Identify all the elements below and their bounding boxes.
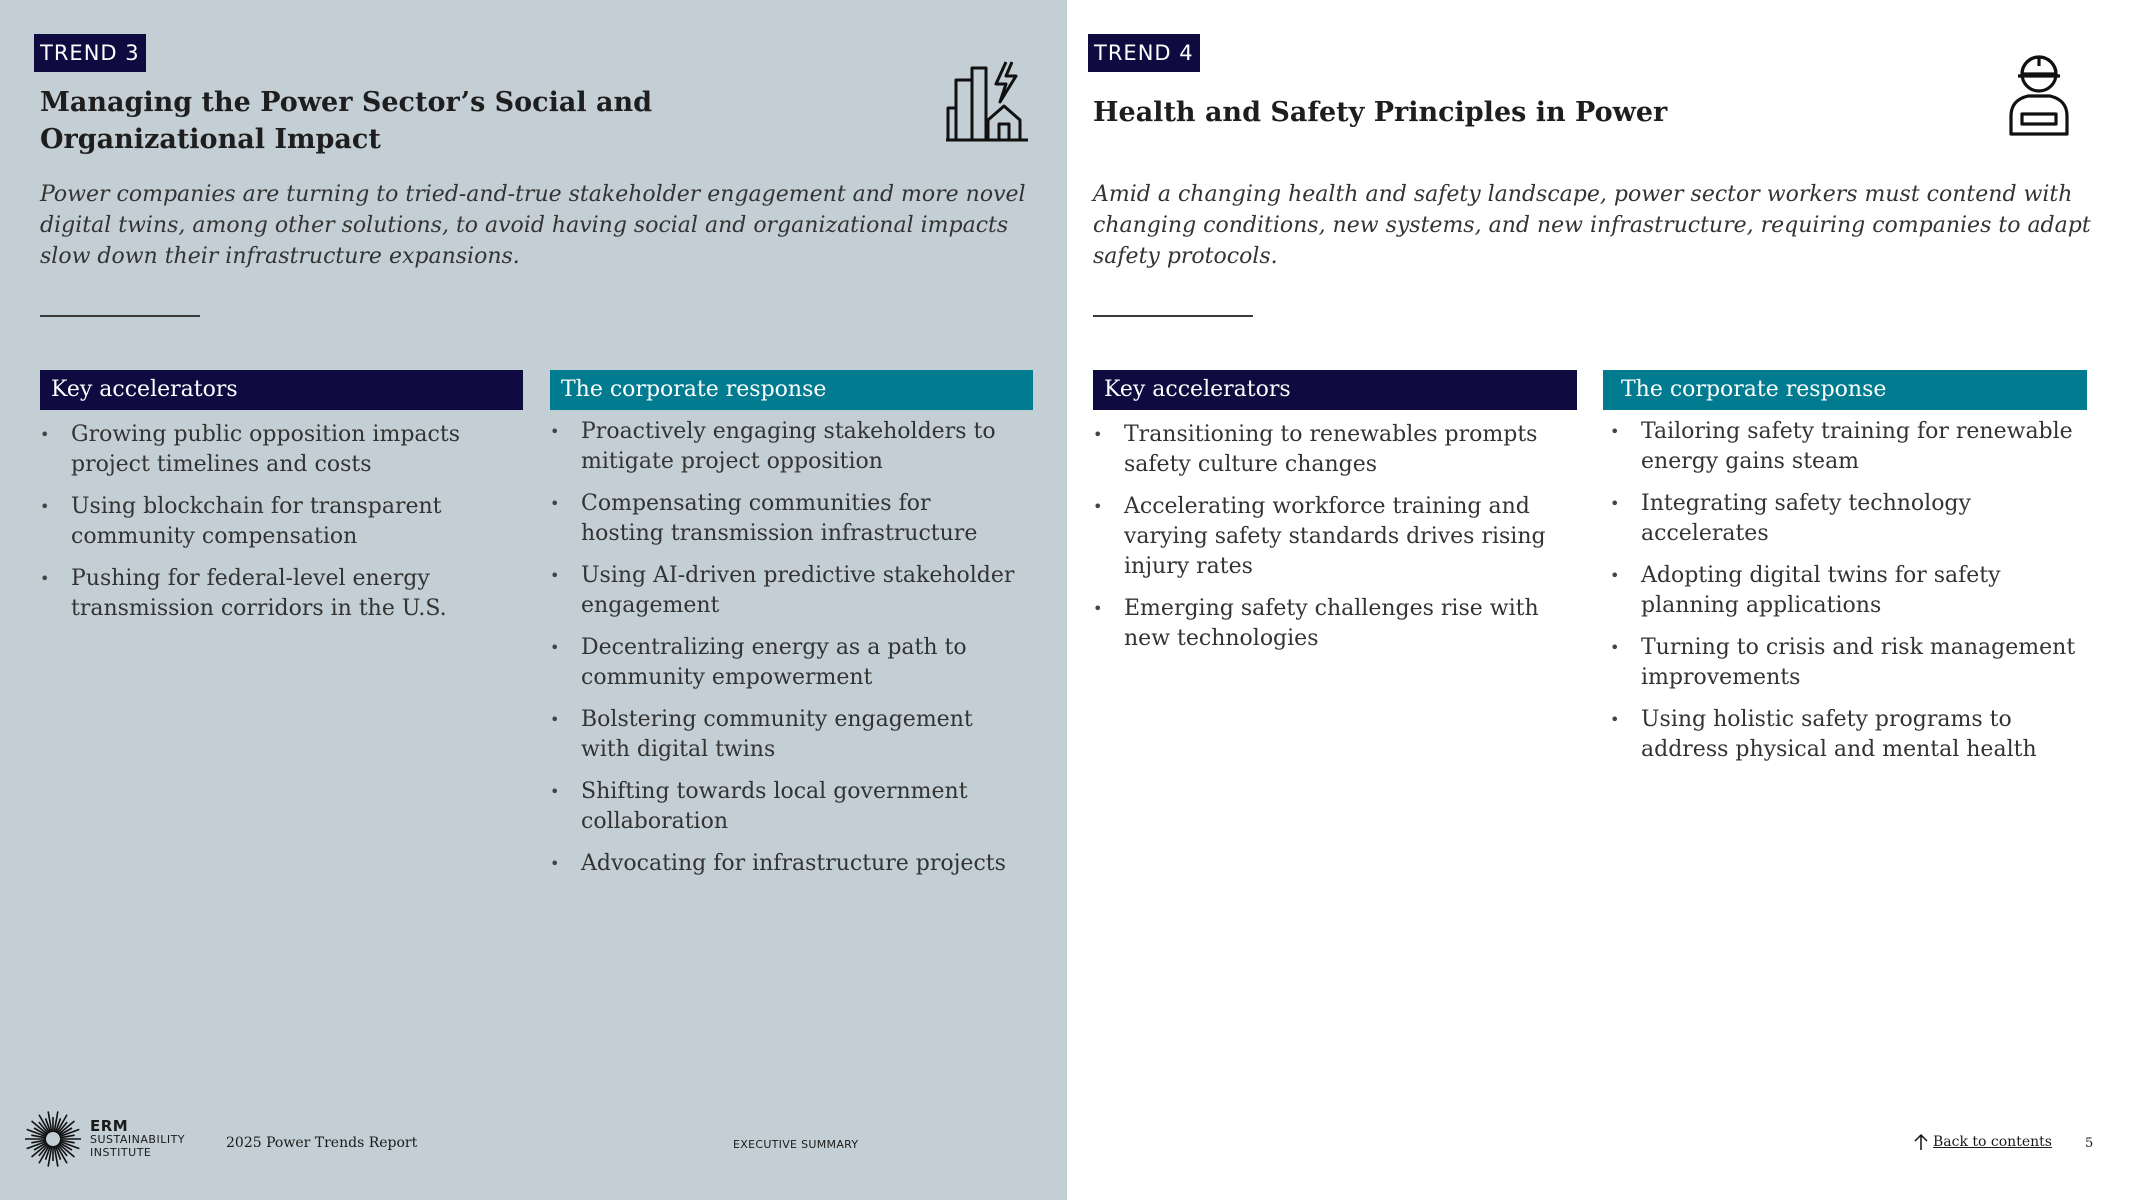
- trend-3-intro: [40, 179, 1030, 272]
- trend-3-intro-line3: slow down their infrastructure expansions.: [40, 244, 520, 269]
- list-item: • Growing public opposition impacts project timelines and costs: [40, 422, 460, 477]
- trend-4-panel: [1067, 0, 2134, 1200]
- logo-line2: SUSTAINABILITY: [90, 1132, 186, 1146]
- bullet-icon: •: [1610, 422, 1620, 441]
- bullet-icon: •: [40, 569, 50, 588]
- trend-3-intro-line1: Power companies are turning to tried-and-true stakeholder engagement and more novel: [40, 182, 1026, 207]
- trend-4-tag: TREND 4: [1088, 34, 1200, 72]
- trend-4-intro-line2: changing conditions, new systems, and new infrastructure, requiring companies to adapt: [1093, 213, 2091, 238]
- trend-3-tag: TREND 3: [34, 34, 146, 72]
- trend-4-title: Health and Safety Principles in Power: [1093, 97, 1668, 128]
- erm-logo[interactable]: [24, 1110, 185, 1168]
- logo-line1: ERM: [90, 1116, 129, 1135]
- list-item: • Shifting towards local government collaboration: [550, 779, 968, 834]
- trend-3-title-line1: Managing the Power Sector’s Social and: [40, 87, 653, 118]
- trend-3-response-header: The corporate response: [550, 370, 1033, 410]
- list-item: • Advocating for infrastructure projects: [550, 849, 1050, 879]
- list-item: • Using blockchain for transparent community compensation: [40, 494, 442, 549]
- bullet-icon: •: [550, 710, 560, 729]
- trend-4-accelerators-list: [1093, 420, 1593, 666]
- trend-4-intro: [1093, 179, 2113, 272]
- trend-4-response-header: The corporate response: [1603, 370, 2087, 410]
- list-item: • Emerging safety challenges rise with new technologies: [1093, 596, 1539, 651]
- list-item: • Bolstering community engagement with digital twins: [550, 707, 973, 762]
- bullet-icon: •: [1093, 599, 1103, 618]
- trend-3-title: [40, 84, 860, 158]
- back-to-contents-link[interactable]: [1913, 1133, 2052, 1151]
- bullet-icon: •: [1093, 497, 1103, 516]
- trend-4-accelerators-header: Key accelerators: [1093, 370, 1577, 410]
- trend-4-intro-line3: safety protocols.: [1093, 244, 1278, 269]
- bullet-icon: •: [550, 422, 560, 441]
- list-item: • Decentralizing energy as a path to community empowerment: [550, 635, 967, 690]
- trend-3-accelerators-list: [40, 420, 530, 636]
- trend-4-response-list: [1610, 417, 2120, 777]
- list-item: • Integrating safety technology accelerates: [1610, 491, 1971, 546]
- list-item: • Pushing for federal-level energy transmission corridors in the U.S.: [40, 566, 447, 621]
- list-item: • Proactively engaging stakeholders to mitigate project opposition: [550, 419, 996, 474]
- bullet-icon: •: [1610, 566, 1620, 585]
- bullet-icon: •: [1610, 494, 1620, 513]
- trend-3-intro-line2: digital twins, among other solutions, to avoid having social and organizational impacts: [40, 213, 1009, 238]
- list-item: • Using AI-driven predictive stakeholder engagement: [550, 563, 1015, 618]
- trend-3-divider: [40, 315, 200, 317]
- trend-4-intro-line1: Amid a changing health and safety landscape, power sector workers must contend with: [1093, 182, 2073, 207]
- list-item: • Tailoring safety training for renewable energy gains steam: [1610, 419, 2073, 474]
- bullet-icon: •: [1610, 638, 1620, 657]
- bullet-icon: •: [550, 566, 560, 585]
- list-item: • Compensating communities for hosting transmission infrastructure: [550, 491, 978, 546]
- list-item: • Accelerating workforce training and varying safety standards drives rising injury rates: [1093, 494, 1546, 579]
- bullet-icon: •: [550, 782, 560, 801]
- back-to-contents-label[interactable]: Back to contents: [1933, 1134, 2052, 1150]
- city-power-icon: [944, 58, 1030, 144]
- bullet-icon: •: [550, 638, 560, 657]
- list-item: • Using holistic safety programs to address physical and mental health: [1610, 707, 2037, 762]
- trend-3-response-list: [550, 417, 1050, 891]
- logo-line3: INSTITUTE: [90, 1145, 152, 1159]
- report-name: 2025 Power Trends Report: [226, 1135, 418, 1151]
- list-item: • Adopting digital twins for safety planning applications: [1610, 563, 2001, 618]
- trend-3-title-line2: Organizational Impact: [40, 124, 381, 155]
- trend-3-accelerators-header: Key accelerators: [40, 370, 523, 410]
- bullet-icon: •: [40, 425, 50, 444]
- bullet-icon: •: [1610, 710, 1620, 729]
- erm-logo-text: [90, 1116, 186, 1159]
- page-number: 5: [2085, 1136, 2094, 1151]
- bullet-icon: •: [1093, 425, 1103, 444]
- bullet-icon: •: [550, 854, 560, 873]
- bullet-icon: •: [550, 494, 560, 513]
- list-item: • Turning to crisis and risk management improvements: [1610, 635, 2076, 690]
- arrow-up-icon: [1913, 1133, 1929, 1151]
- hard-hat-worker-icon: [2008, 54, 2070, 138]
- list-item: • Transitioning to renewables prompts safety culture changes: [1093, 422, 1538, 477]
- bullet-icon: •: [40, 497, 50, 516]
- trend-4-divider: [1093, 315, 1253, 317]
- sunburst-logo-icon: [24, 1110, 82, 1168]
- section-name: EXECUTIVE SUMMARY: [733, 1138, 859, 1151]
